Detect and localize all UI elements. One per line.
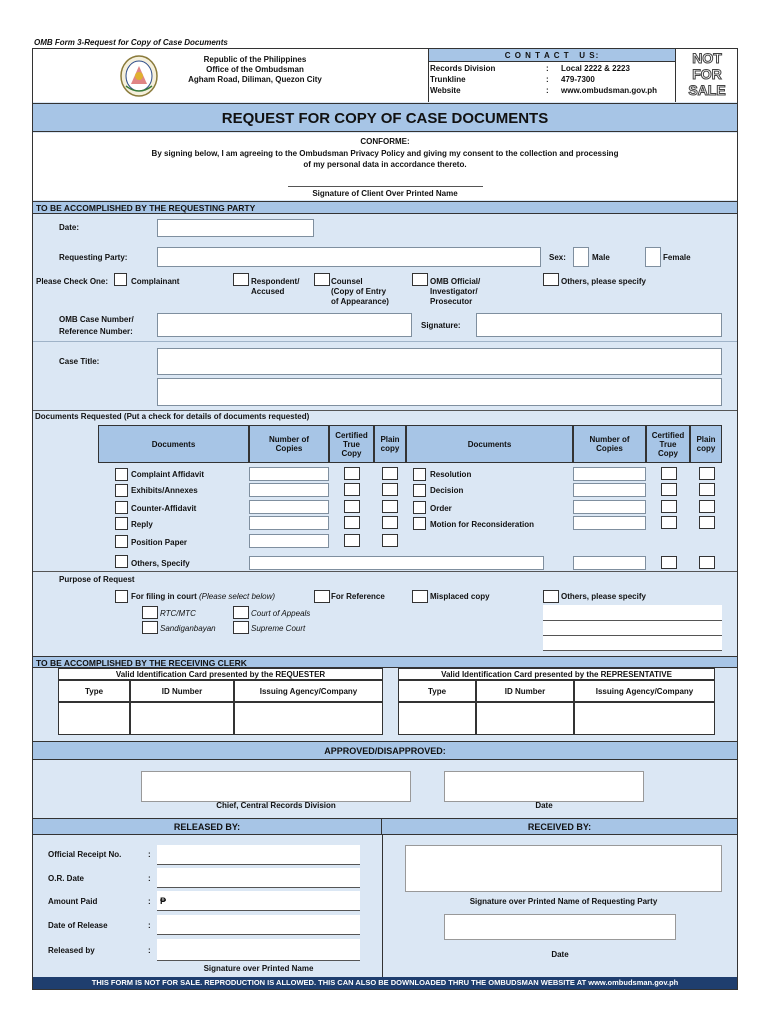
others-specify-input[interactable] bbox=[249, 556, 544, 570]
col-copies-text: Number of bbox=[589, 435, 630, 444]
col-copies-text: Number of bbox=[269, 435, 309, 444]
doc-label: Motion for Reconsideration bbox=[430, 520, 534, 529]
release-date-label: Date of Release bbox=[48, 921, 108, 930]
doc-label: Exhibits/Annexes bbox=[131, 486, 198, 495]
respondent-label: Respondent/ bbox=[251, 277, 300, 286]
doc-checkbox[interactable] bbox=[413, 484, 426, 497]
doc-checkbox[interactable] bbox=[115, 468, 128, 481]
omb-official-label-3: Prosecutor bbox=[430, 297, 473, 306]
conforme-text2: of my personal data in accordance thereto. bbox=[303, 160, 467, 169]
col-plain-left bbox=[374, 425, 406, 463]
appeals-checkbox[interactable] bbox=[233, 606, 249, 619]
others-ctc-checkbox[interactable] bbox=[661, 556, 677, 569]
colon: : bbox=[148, 946, 151, 955]
receipt-no-input[interactable] bbox=[157, 845, 360, 865]
rep-col-type: Type bbox=[398, 680, 476, 702]
or-date-label: O.R. Date bbox=[48, 874, 85, 883]
doc-checkbox[interactable] bbox=[413, 517, 426, 530]
col-plain-text-2: copy bbox=[696, 444, 716, 453]
rep-id-agency-cell[interactable] bbox=[574, 702, 715, 735]
doc-label: Counter-Affidavit bbox=[131, 504, 197, 513]
amount-input[interactable] bbox=[157, 891, 360, 911]
divider bbox=[33, 571, 737, 572]
filing-note: (Please select below) bbox=[199, 592, 276, 601]
ctc-checkbox[interactable] bbox=[661, 516, 677, 529]
col-plain-text: Plain bbox=[696, 435, 716, 444]
supreme-checkbox[interactable] bbox=[233, 621, 249, 634]
case-title-input-1[interactable] bbox=[157, 348, 722, 375]
divider bbox=[33, 410, 737, 411]
requesting-party-label: Requesting Party: bbox=[59, 253, 128, 262]
received-signature-field[interactable] bbox=[405, 845, 722, 892]
appeals-label: Court of Appeals bbox=[251, 609, 311, 618]
release-date-input[interactable] bbox=[157, 915, 360, 935]
counsel-checkbox[interactable] bbox=[314, 273, 330, 286]
respondent-checkbox[interactable] bbox=[233, 273, 249, 286]
case-title-label: Case Title: bbox=[59, 357, 100, 366]
req-col-id: ID Number bbox=[130, 680, 234, 702]
contact-sep: : bbox=[546, 86, 549, 95]
doc-label: Resolution bbox=[430, 470, 472, 479]
doc-label: Position Paper bbox=[131, 538, 188, 547]
colon: : bbox=[148, 921, 151, 930]
rep-col-id: ID Number bbox=[476, 680, 574, 702]
col-ctc-text: Certified bbox=[651, 430, 685, 440]
receipt-no-label: Official Receipt No. bbox=[48, 850, 122, 859]
col-ctc-text-2: True bbox=[659, 439, 677, 449]
vertical-divider bbox=[382, 835, 383, 977]
doc-label: Complaint Affidavit bbox=[131, 470, 205, 479]
col-documents-left: Documents bbox=[98, 425, 249, 463]
col-copies-right bbox=[573, 425, 646, 463]
female-checkbox[interactable] bbox=[645, 247, 661, 267]
signature-input[interactable] bbox=[476, 313, 722, 337]
copies-input[interactable] bbox=[249, 516, 329, 530]
ctc-checkbox[interactable] bbox=[661, 483, 677, 496]
date-input[interactable] bbox=[157, 219, 314, 237]
requesting-party-input[interactable] bbox=[157, 247, 541, 267]
respondent-label-2: Accused bbox=[251, 287, 285, 296]
doc-checkbox[interactable] bbox=[115, 501, 128, 514]
misplaced-label: Misplaced copy bbox=[430, 592, 490, 601]
purpose-others-label: Others, please specify bbox=[561, 592, 646, 601]
doc-checkbox[interactable] bbox=[413, 468, 426, 481]
purpose-others-line bbox=[543, 620, 722, 621]
sandigan-checkbox[interactable] bbox=[142, 621, 158, 634]
clerk-section-header: TO BE ACCOMPLISHED BY THE RECEIVING CLERK bbox=[33, 656, 737, 668]
col-documents-right: Documents bbox=[406, 425, 573, 463]
others-doc-checkbox[interactable] bbox=[115, 555, 128, 568]
ombudsman-seal-icon bbox=[118, 54, 160, 98]
not-for-sale-line2: FOR bbox=[692, 66, 722, 82]
documents-heading: Documents Requested (Put a check for details of documents requested) bbox=[35, 412, 310, 421]
plain-checkbox[interactable] bbox=[382, 467, 398, 480]
case-number-input[interactable] bbox=[157, 313, 412, 337]
counsel-label: Counsel bbox=[331, 277, 363, 286]
omb-official-label-2: Investigator/ bbox=[430, 287, 478, 296]
sex-label: Sex: bbox=[549, 253, 566, 262]
col-ctc-text-3: Copy bbox=[341, 448, 362, 458]
filing-checkbox[interactable] bbox=[115, 590, 128, 603]
copies-input[interactable] bbox=[573, 467, 646, 481]
filing-label bbox=[131, 592, 275, 601]
ctc-checkbox[interactable] bbox=[344, 516, 360, 529]
or-date-input[interactable] bbox=[157, 868, 360, 888]
contact-value-trunkline: 479-7300 bbox=[561, 75, 595, 84]
client-signature-label: Signature of Client Over Printed Name bbox=[312, 189, 458, 198]
purpose-others-input[interactable] bbox=[543, 605, 722, 651]
doc-checkbox[interactable] bbox=[115, 517, 128, 530]
released-signature-label: Signature over Printed Name bbox=[203, 964, 314, 973]
peso-icon: ₱ bbox=[160, 896, 167, 906]
divider bbox=[33, 341, 737, 342]
colon: : bbox=[148, 874, 151, 883]
header-line3: Agham Road, Diliman, Quezon City bbox=[188, 75, 322, 84]
chief-label: Chief, Central Records Division bbox=[216, 801, 336, 810]
doc-label: Order bbox=[430, 504, 452, 513]
omb-official-label: OMB Official/ bbox=[430, 277, 481, 286]
counsel-label-2: (Copy of Entry bbox=[331, 287, 387, 296]
col-copies-left bbox=[249, 425, 329, 463]
col-plain-text-2: copy bbox=[380, 444, 400, 453]
case-number-label: OMB Case Number/ bbox=[59, 315, 134, 324]
male-label: Male bbox=[592, 253, 610, 262]
doc-label: Reply bbox=[131, 520, 153, 529]
req-col-type: Type bbox=[58, 680, 130, 702]
ctc-checkbox[interactable] bbox=[344, 483, 360, 496]
req-id-agency-cell[interactable] bbox=[234, 702, 383, 735]
copies-input[interactable] bbox=[249, 483, 329, 497]
rtc-checkbox[interactable] bbox=[142, 606, 158, 619]
ctc-checkbox[interactable] bbox=[344, 534, 360, 547]
purpose-others-line bbox=[543, 635, 722, 636]
col-ctc-text: Certified bbox=[335, 430, 368, 440]
case-title-input-2[interactable] bbox=[157, 378, 722, 406]
rtc-label: RTC/MTC bbox=[160, 609, 196, 618]
copies-input[interactable] bbox=[249, 467, 329, 481]
complainant-label: Complainant bbox=[131, 277, 180, 286]
plain-checkbox[interactable] bbox=[382, 500, 398, 513]
contact-label-trunkline: Trunkline bbox=[430, 75, 466, 84]
rep-id-type-cell[interactable] bbox=[398, 702, 476, 735]
released-heading: RELEASED BY: bbox=[33, 818, 382, 835]
ctc-checkbox[interactable] bbox=[344, 500, 360, 513]
ctc-checkbox[interactable] bbox=[344, 467, 360, 480]
reference-checkbox[interactable] bbox=[314, 590, 330, 603]
ctc-checkbox[interactable] bbox=[661, 467, 677, 480]
copies-input[interactable] bbox=[573, 516, 646, 530]
colon: : bbox=[148, 897, 151, 906]
form-title: REQUEST FOR COPY OF CASE DOCUMENTS bbox=[33, 103, 737, 132]
doc-checkbox[interactable] bbox=[115, 535, 128, 548]
omb-official-checkbox[interactable] bbox=[412, 273, 428, 286]
counsel-label-3: of Appearance) bbox=[331, 297, 389, 306]
others-specify-label: Others, Specify bbox=[131, 559, 190, 568]
approval-heading: APPROVED/DISAPPROVED: bbox=[33, 741, 737, 760]
copies-input[interactable] bbox=[249, 534, 329, 548]
not-for-sale-line1: NOT bbox=[692, 50, 722, 66]
received-signature-label: Signature over Printed Name of Requesting Party bbox=[469, 897, 658, 906]
doc-label: Decision bbox=[430, 486, 464, 495]
signature-label: Signature: bbox=[421, 321, 461, 330]
copies-input[interactable] bbox=[573, 483, 646, 497]
contact-title: C O N T A C T U S: bbox=[429, 49, 675, 62]
plain-checkbox[interactable] bbox=[699, 467, 715, 480]
male-checkbox[interactable] bbox=[573, 247, 589, 267]
supreme-label: Supreme Court bbox=[251, 624, 306, 633]
rep-id-title: Valid Identification Card presented by the REPRESENTATIVE bbox=[398, 668, 715, 680]
received-heading: RECEIVED BY: bbox=[382, 818, 737, 835]
plain-checkbox[interactable] bbox=[699, 483, 715, 496]
col-plain-right bbox=[690, 425, 722, 463]
col-ctc-text-3: Copy bbox=[658, 448, 678, 458]
released-by-input[interactable] bbox=[157, 939, 360, 961]
others-plain-checkbox[interactable] bbox=[699, 556, 715, 569]
approval-signature-field[interactable] bbox=[141, 771, 411, 802]
doc-checkbox[interactable] bbox=[115, 484, 128, 497]
col-ctc-text-2: True bbox=[343, 439, 360, 449]
released-by-label: Released by bbox=[48, 946, 95, 955]
rep-id-number-cell[interactable] bbox=[476, 702, 574, 735]
req-id-number-cell[interactable] bbox=[130, 702, 234, 735]
header-line2: Office of the Ombudsman bbox=[206, 65, 304, 74]
others-copies-input[interactable] bbox=[573, 556, 646, 570]
sandigan-label: Sandiganbayan bbox=[160, 624, 216, 633]
received-date-field[interactable] bbox=[444, 914, 676, 940]
case-number-label-2: Reference Number: bbox=[59, 327, 133, 336]
req-id-type-cell[interactable] bbox=[58, 702, 130, 735]
misplaced-checkbox[interactable] bbox=[412, 590, 428, 603]
ctc-checkbox[interactable] bbox=[661, 500, 677, 513]
amount-label: Amount Paid bbox=[48, 897, 98, 906]
requester-id-title: Valid Identification Card presented by the REQUESTER bbox=[58, 668, 383, 680]
plain-checkbox[interactable] bbox=[699, 516, 715, 529]
col-copies-text-2: Copies bbox=[275, 444, 303, 453]
col-copies-text-2: Copies bbox=[596, 444, 623, 453]
reference-label: For Reference bbox=[331, 592, 385, 601]
copies-input[interactable] bbox=[249, 500, 329, 514]
req-col-agency: Issuing Agency/Company bbox=[234, 680, 383, 702]
conforme-heading: CONFORME: bbox=[360, 137, 410, 146]
approval-date-label: Date bbox=[535, 801, 553, 810]
contact-label-website: Website bbox=[430, 86, 461, 95]
contact-sep: : bbox=[546, 75, 549, 84]
female-label: Female bbox=[663, 253, 691, 262]
plain-checkbox[interactable] bbox=[382, 483, 398, 496]
contact-sep: : bbox=[546, 64, 549, 73]
purpose-heading: Purpose of Request bbox=[59, 575, 135, 584]
copies-input[interactable] bbox=[573, 500, 646, 514]
contact-value-website[interactable]: www.ombudsman.gov.ph bbox=[561, 86, 657, 95]
colon: : bbox=[148, 850, 151, 859]
client-signature-field[interactable] bbox=[288, 172, 483, 187]
plain-checkbox[interactable] bbox=[382, 534, 398, 547]
others-label: Others, please specify bbox=[561, 277, 646, 286]
approval-date-field[interactable] bbox=[444, 771, 644, 802]
doc-checkbox[interactable] bbox=[413, 501, 426, 514]
col-ctc-right bbox=[646, 425, 690, 463]
footer-bar: THIS FORM IS NOT FOR SALE. REPRODUCTION IS ALLOWED. THIS CAN ALSO BE DOWNLOADED THRU THE OMBUDSMAN WEBSITE AT www.ombudsman.gov.ph bbox=[33, 977, 737, 989]
plain-checkbox[interactable] bbox=[382, 516, 398, 529]
requesting-section-header: TO BE ACCOMPLISHED BY THE REQUESTING PARTY bbox=[33, 201, 737, 214]
purpose-others-checkbox[interactable] bbox=[543, 590, 559, 603]
not-for-sale-line3: SALE bbox=[688, 82, 726, 98]
rep-col-agency: Issuing Agency/Company bbox=[574, 680, 715, 702]
filing-text: For filing in court bbox=[131, 592, 197, 601]
header-line1: Republic of the Philippines bbox=[203, 55, 307, 64]
col-ctc-left bbox=[329, 425, 374, 463]
received-date-label: Date bbox=[551, 950, 569, 959]
others-checkbox[interactable] bbox=[543, 273, 559, 286]
col-plain-text: Plain bbox=[380, 435, 400, 444]
date-label: Date: bbox=[59, 223, 80, 232]
check-one-label: Please Check One: bbox=[36, 277, 109, 286]
contact-label-records: Records Division bbox=[430, 64, 496, 73]
conforme-text1: By signing below, I am agreeing to the Ombudsman Privacy Policy and giving my consent to the collection and processing bbox=[151, 149, 619, 158]
form-id: OMB Form 3-Request for Copy of Case Documents bbox=[34, 38, 228, 47]
complainant-checkbox[interactable] bbox=[114, 273, 127, 286]
contact-value-records: Local 2222 & 2223 bbox=[561, 64, 630, 73]
plain-checkbox[interactable] bbox=[699, 500, 715, 513]
